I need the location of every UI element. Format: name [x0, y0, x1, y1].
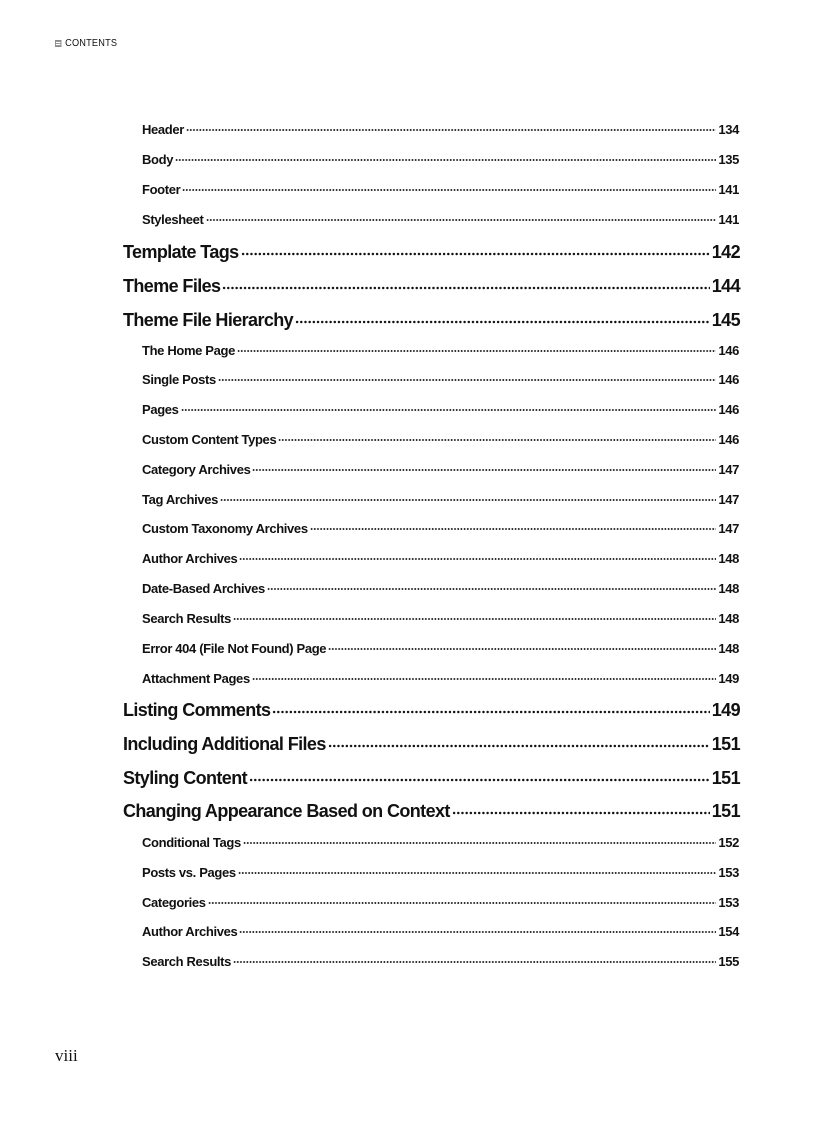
- toc-entry-title: Including Additional Files: [123, 734, 326, 754]
- toc-subsection-entry[interactable]: [142, 182, 739, 198]
- toc-entry-title: Stylesheet: [142, 212, 204, 227]
- toc-subsection-entry[interactable]: [142, 492, 739, 508]
- dot-leader: [310, 527, 717, 531]
- toc-subsection-entry[interactable]: [142, 671, 739, 687]
- toc-entry-title: Custom Content Types: [142, 432, 277, 447]
- dot-leader: [186, 128, 716, 132]
- toc-entry-title: Attachment Pages: [142, 671, 250, 686]
- dot-leader: [181, 408, 717, 412]
- toc-entry-title: Body: [142, 152, 174, 167]
- toc-entry-page-number: 146: [718, 372, 739, 387]
- toc-section-entry[interactable]: [123, 734, 740, 756]
- toc-entry-title: Styling Content: [123, 768, 247, 788]
- dot-leader: [252, 677, 717, 681]
- toc-entry-page-number: 147: [718, 521, 739, 536]
- toc-entry-title: Theme File Hierarchy: [123, 310, 294, 330]
- dot-leader: [328, 744, 710, 748]
- toc-entry-page-number: 153: [718, 865, 739, 880]
- dot-leader: [220, 498, 716, 502]
- toc-entry-page-number: 148: [718, 551, 739, 566]
- toc-entry-page-number: 145: [711, 310, 740, 330]
- toc-section-entry[interactable]: [123, 801, 740, 823]
- dot-leader: [452, 811, 710, 815]
- dot-leader: [239, 557, 716, 561]
- dot-leader: [252, 468, 716, 472]
- dot-leader: [238, 871, 717, 875]
- dot-leader: [218, 378, 717, 382]
- toc-entry-title: Changing Appearance Based on Context: [123, 801, 450, 821]
- toc-entry-page-number: 148: [718, 581, 739, 596]
- toc-entry-page-number: 152: [718, 835, 739, 850]
- toc-entry-title: Author Archives: [142, 551, 238, 566]
- dot-leader: [233, 617, 716, 621]
- dot-leader: [267, 587, 716, 591]
- toc-entry-page-number: 151: [711, 768, 740, 788]
- dot-leader: [175, 158, 716, 162]
- toc-entry-page-number: 148: [718, 641, 739, 656]
- toc-subsection-entry[interactable]: [142, 954, 739, 970]
- toc-entry-title: Categories: [142, 895, 206, 910]
- dot-leader: [233, 960, 716, 964]
- dot-leader: [249, 778, 710, 782]
- toc-entry-page-number: 135: [718, 152, 739, 167]
- toc-entry-title: Conditional Tags: [142, 835, 241, 850]
- dot-leader: [295, 320, 710, 324]
- toc-entry-title: Listing Comments: [123, 700, 271, 720]
- toc-entry-page-number: 155: [718, 954, 739, 969]
- toc-entry-title: Template Tags: [123, 242, 239, 262]
- toc-entry-page-number: 141: [718, 212, 739, 227]
- dot-leader: [182, 188, 716, 192]
- toc-subsection-entry[interactable]: [142, 865, 739, 881]
- dot-leader: [241, 252, 710, 256]
- dot-leader: [243, 841, 716, 845]
- toc-entry-page-number: 142: [711, 242, 740, 262]
- dot-leader: [272, 710, 709, 714]
- toc-entry-page-number: 144: [711, 276, 740, 296]
- toc-subsection-entry[interactable]: [142, 895, 739, 911]
- toc-entry-page-number: 146: [718, 402, 739, 417]
- toc-subsection-entry[interactable]: [142, 152, 739, 168]
- dot-leader: [239, 930, 716, 934]
- toc-entry-page-number: 146: [718, 432, 739, 447]
- toc-entry-page-number: 147: [718, 462, 739, 477]
- toc-entry-page-number: 134: [718, 122, 739, 137]
- dot-leader: [206, 218, 717, 222]
- toc-subsection-entry[interactable]: [142, 462, 739, 478]
- toc-subsection-entry[interactable]: [142, 581, 739, 597]
- toc-entry-title: Footer: [142, 182, 181, 197]
- dot-leader: [328, 647, 716, 651]
- toc-entry-title: Posts vs. Pages: [142, 865, 236, 880]
- toc-entry-title: Pages: [142, 402, 179, 417]
- dot-leader: [208, 901, 717, 905]
- page-number: viii: [55, 1046, 78, 1065]
- toc-entry-page-number: 151: [711, 801, 740, 821]
- toc-entry-page-number: 147: [718, 492, 739, 507]
- toc-entry-title: Header: [142, 122, 184, 137]
- toc-entry-title: Search Results: [142, 611, 232, 626]
- toc-entry-title: Custom Taxonomy Archives: [142, 521, 308, 536]
- toc-entry-page-number: 154: [718, 924, 739, 939]
- toc-subsection-entry[interactable]: [142, 122, 739, 138]
- toc-entry-title: Category Archives: [142, 462, 251, 477]
- toc-entry-page-number: 149: [718, 671, 739, 686]
- toc-entry-title: Theme Files: [123, 276, 221, 296]
- toc-section-entry[interactable]: [123, 242, 740, 264]
- toc-subsection-entry[interactable]: [142, 343, 739, 359]
- toc-entry-page-number: 153: [718, 895, 739, 910]
- toc-subsection-entry[interactable]: [142, 521, 739, 537]
- toc-subsection-entry[interactable]: [142, 402, 739, 418]
- toc-entry-title: Author Archives: [142, 924, 238, 939]
- dot-leader: [237, 349, 716, 353]
- toc-entry-page-number: 151: [711, 734, 740, 754]
- toc-entry-page-number: 149: [711, 700, 740, 720]
- toc-subsection-entry[interactable]: [142, 212, 739, 228]
- toc-entry-title: Search Results: [142, 954, 232, 969]
- toc-section-entry[interactable]: [123, 310, 740, 332]
- toc-section-entry[interactable]: [123, 768, 740, 790]
- toc-section-entry[interactable]: [123, 276, 740, 298]
- toc-subsection-entry[interactable]: [142, 924, 739, 940]
- toc-entry-title: Error 404 (File Not Found) Page: [142, 641, 327, 656]
- toc-subsection-entry[interactable]: [142, 611, 739, 627]
- dot-leader: [278, 438, 716, 442]
- dot-leader: [222, 286, 709, 290]
- toc-entry-page-number: 141: [718, 182, 739, 197]
- toc-entry-page-number: 146: [718, 343, 739, 358]
- toc-subsection-entry[interactable]: [142, 835, 739, 851]
- toc-entry-title: Date-Based Archives: [142, 581, 265, 596]
- toc-entry-title: The Home Page: [142, 343, 235, 358]
- toc-entry-title: Single Posts: [142, 372, 216, 387]
- toc-subsection-entry[interactable]: [142, 372, 739, 388]
- toc-subsection-entry[interactable]: [142, 641, 739, 657]
- running-head-label: CONTENTS: [65, 38, 118, 49]
- toc-entry-page-number: 148: [718, 611, 739, 626]
- toc-entry-title: Tag Archives: [142, 492, 218, 507]
- toc-subsection-entry[interactable]: [142, 432, 739, 448]
- toc-subsection-entry[interactable]: [142, 551, 739, 567]
- toc-section-entry[interactable]: [123, 700, 740, 722]
